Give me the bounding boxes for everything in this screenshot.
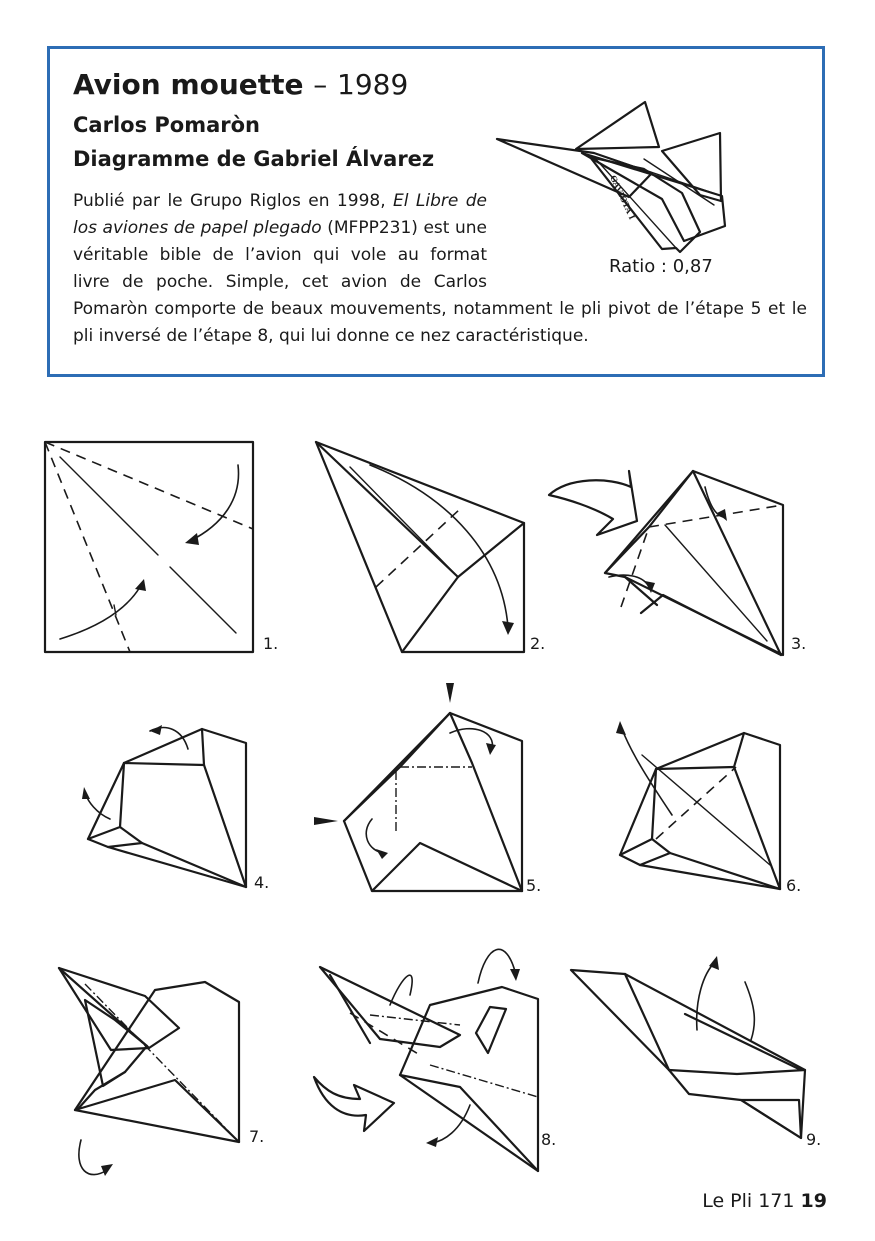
step-number: 7. [249,1127,265,1146]
model-name: Avion mouette [73,68,304,101]
step-1-diagram [40,437,279,659]
step-5-diagram [312,683,552,898]
step-number: 8. [541,1130,557,1149]
step-number: 6. [786,876,802,895]
diagram-credit: Diagramme de Gabriel Álvarez [73,147,435,171]
step-8-diagram [310,935,560,1175]
model-title [73,67,408,103]
step-number: 2. [530,634,546,653]
step-7-diagram [55,960,275,1185]
page-number: 19 [800,1190,827,1212]
magazine-name: Le Pli 171 [702,1190,795,1212]
step-6-diagram [612,715,812,895]
intro-box [47,46,825,377]
step-number: 3. [791,634,807,653]
illustration-spacer [487,188,807,296]
step-number: 5. [526,876,542,895]
step-number: 9. [806,1130,822,1149]
step-number: 4. [254,873,270,892]
plane-label: GAVIOTA I [608,173,638,222]
author-name: Carlos Pomaròn [73,113,260,137]
description [73,188,807,350]
step-3-diagram [545,465,815,661]
page-footer [702,1190,827,1212]
step-2-diagram [310,437,550,659]
model-year: 1989 [337,68,409,101]
title-separator: – [313,68,328,101]
book-title: El Libre de los aviones de papel plegado [73,191,487,238]
step-9-diagram [565,950,835,1150]
paper-ratio: Ratio : 0,87 [609,256,713,277]
description-part-1: Publié par le Grupo Riglos en 1998, [73,191,394,211]
step-4-diagram [80,715,280,895]
description-part-2: (MFPP231) est une véritable bible de l’avion qui vole au format livre de poche. Simple, cet avion de Carlos Pomaròn comporte de beaux mouvements, notamment le pli pivot de l’étape 5 et le pli inversé de l’étape 8, qui lui donne ce nez caractéristique. [73,218,807,346]
step-number: 1. [263,634,279,653]
